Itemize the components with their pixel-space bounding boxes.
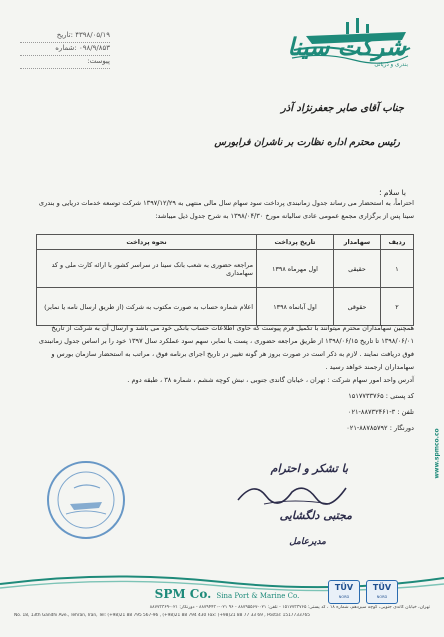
table-header-cell: تاریخ پرداخت — [257, 235, 334, 250]
brand-name: SPM Co. — [154, 587, 212, 601]
table-cell: حقوقی — [334, 288, 381, 326]
signer-role: مدیرعامل — [289, 537, 326, 547]
signature-scribble-icon — [234, 478, 354, 508]
signer-name: مجتبی دلگشایی — [279, 509, 352, 522]
contact-address: آدرس واحد امور سهام شرکت : تهران ، خیابان گاندی جنوبی ، نبش کوچه ششم ، شماره ۳۸ ، طبقه دوم . — [127, 376, 414, 384]
contact-fax: دورنگار : ۸۸۷۸۵۷۹۲-۰۲۱ — [346, 424, 414, 432]
company-stamp-icon — [44, 458, 128, 542]
tuv-cert-badge — [366, 580, 398, 604]
table-cell: اول مهرماه ۱۳۹۸ — [257, 250, 334, 288]
payment-schedule-table — [36, 234, 414, 326]
addressee-title: رئیس محترم اداره نظارت بر ناشران فرابورس — [214, 137, 400, 148]
table-header-cell: ردیف — [381, 235, 414, 250]
tuv-label: TÜV — [372, 583, 392, 592]
table-row — [37, 250, 414, 288]
letter-meta — [20, 30, 110, 69]
footer-address-en: No. 18, 13th Gandhi Ave., Tehran, Iran, Tel: (+98)21 88 795 567-96 , (+98)21 88 794 430 Fax: (+98)21 88 77 33 69 , Postal: 1517733765 — [14, 613, 310, 618]
side-website — [430, 380, 440, 530]
table-cell: اعلام شماره حساب به صورت مکتوب به شرکت (از طریق ارسال نامه یا نمابر) — [37, 288, 257, 326]
contact-postal-code: کد پستی : ۱۵۱۷۷۳۳۷۶۵ — [348, 392, 414, 400]
meta-number: ۰۹۸/۹/۸۵۳ :شماره — [20, 43, 110, 56]
table-cell: ۲ — [381, 288, 414, 326]
brand-subtitle: Sina Port & Marine Co. — [216, 592, 300, 600]
addressee-name: جناب آقای صابر جعفرنژاد آذر — [280, 103, 404, 114]
side-website-text: www.spmco.co — [433, 428, 441, 479]
table-header-cell: نحوه پرداخت — [37, 235, 257, 250]
table-header-cell: سهامدار — [334, 235, 381, 250]
logo-title: شرکت سینا — [287, 32, 406, 61]
table-header-row — [37, 235, 414, 250]
body-paragraph: همچنین سهامداران محترم میتوانند با تکمیل فرم پیوست که حاوی اطلاعات حساب بانکی خود می باشد و ارسال آن به شرکت از تاریخ ۱۳۹۸/۰۶/۰۱ تا تاریخ ۱۳۹۸/۰۶/۱۵ از طریق مراجعه حضوری ، پست یا نمابر، سهم سود عملکرد سال ۱۳۹۷ خود را بر اساس جدول زمانبندی فوق دریافت نمایند . لازم به ذکر است در صورت بروز هر گونه تغییر در تاریخ اجرای برنامه فوق ، مراتب به استحضار سازمان بورس و سهامداران ارجمند خواهد رسید . — [38, 324, 414, 371]
footer-address-fa: تهران، خیابان گاندی جنوبی، کوچه سیزدهم، شماره ۱۸ ، کد پستی: ۱۵۱۷۷۳۳۷۶۵ - تلفن: ۰۲۱-۸۸۷۹۵۵۶۷ - ۹۶ ۰۲۱-۸۸۷۹۴۴۳۰ - دورنگار: ۰۲۱-۸۸۷۷۳۳۶۹ — [149, 605, 430, 610]
tuv-sub: NORD — [338, 595, 350, 599]
closing-thanks: با تشکر و احترام — [270, 462, 348, 475]
tuv-label: TÜV — [334, 583, 354, 592]
contact-phone: تلفن : ۳-۸۸۷۳۲۴۶۱-۰۲۱ — [347, 408, 414, 416]
meta-attachment: پیوست: — [20, 56, 110, 69]
company-logo — [286, 14, 416, 74]
footer-brand — [142, 583, 312, 602]
tuv-sub: NORD — [376, 595, 388, 599]
meta-date: ۴۳۹۸/۰۵/۱۹ :تاریخ — [20, 30, 110, 43]
logo-subtitle: بندری و دریائی — [374, 62, 408, 68]
table-row — [37, 288, 414, 326]
intro-paragraph: احتراماً، به استحضار می رساند جدول زمانبندی پرداخت سود سهام سال مالی منتهی به ۱۳۹۷/۱۲/۲۹ شرکت توسعه خدمات دریایی و بندری سینا پس از برگزاری مجمع عمومی عادی سالیانه مورخ ۱۳۹۸/۰۴/۳۰ به شرح جدول ذیل میباشد: — [38, 199, 414, 220]
table-cell: مراجعه حضوری به شعب بانک سینا در سراسر کشور با ارائه کارت ملی و کد سهامداری — [37, 250, 257, 288]
table-cell: ۱ — [381, 250, 414, 288]
table-cell: اول آبانماه ۱۳۹۸ — [257, 288, 334, 326]
tuv-cert-badge — [328, 580, 360, 604]
table-cell: حقیقی — [334, 250, 381, 288]
greeting: با سلام ؛ — [379, 188, 406, 197]
